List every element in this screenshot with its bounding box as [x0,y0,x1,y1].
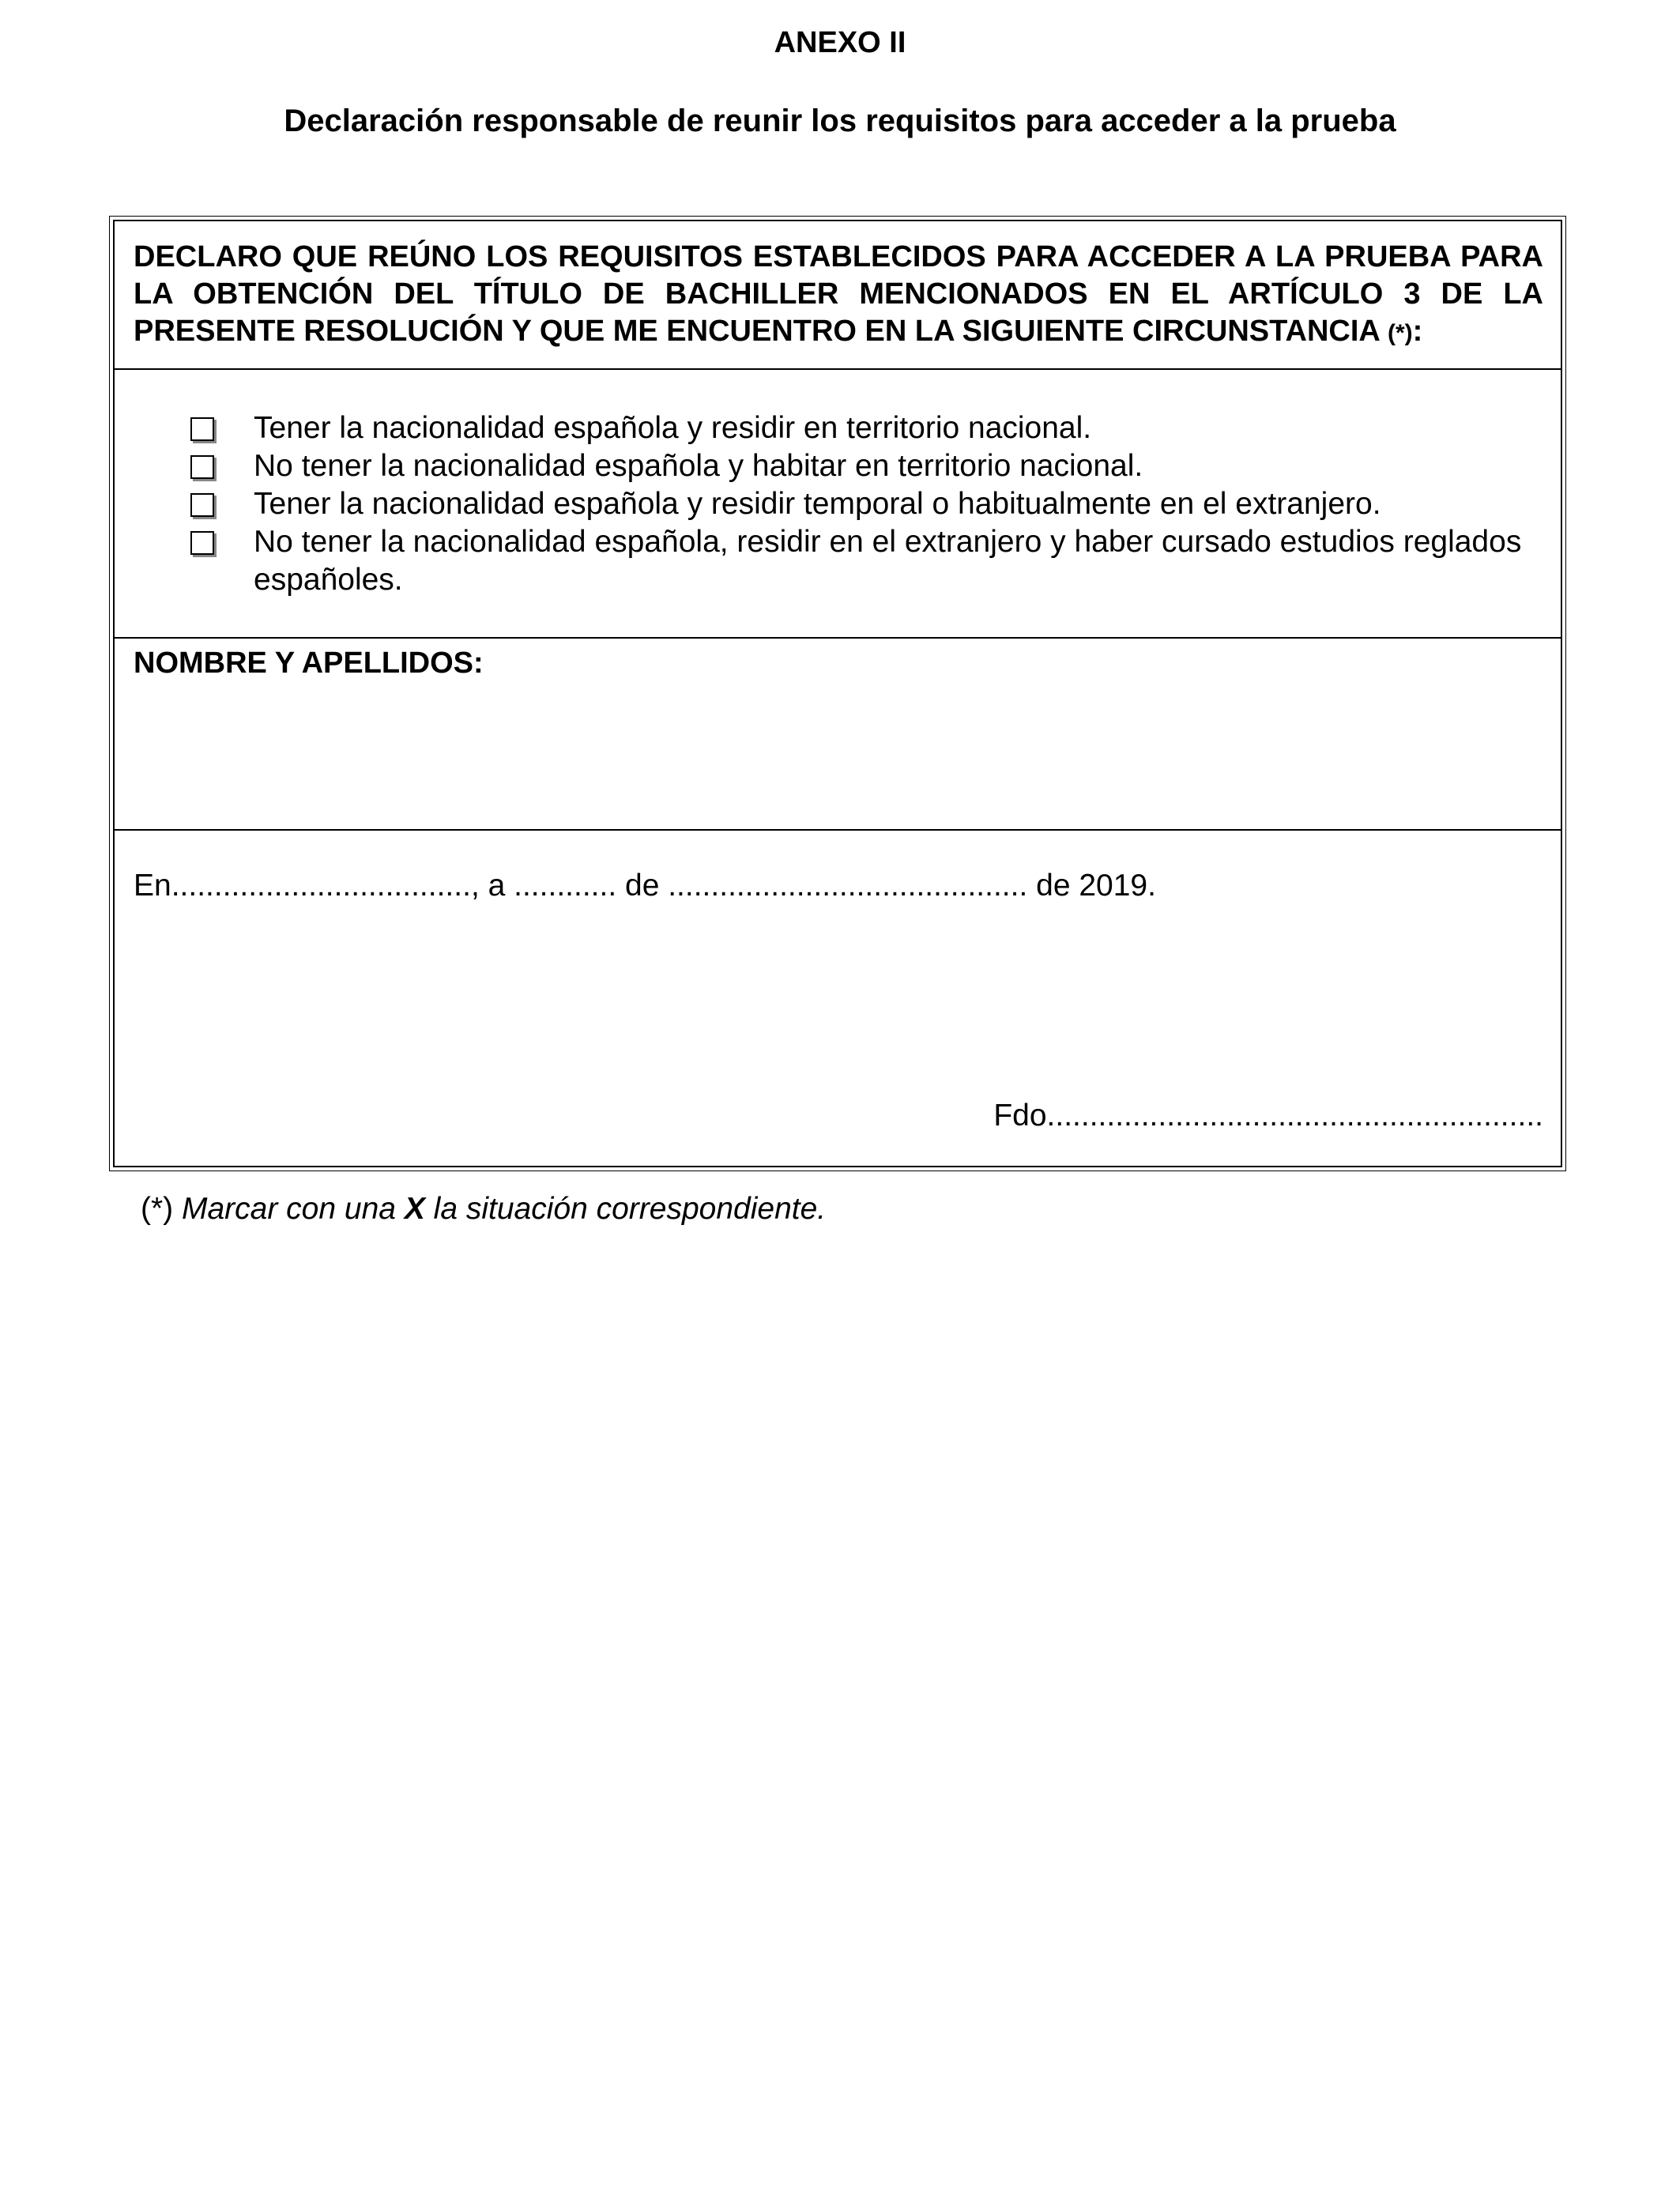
option-item [190,485,1529,523]
footnote-mark: X [404,1192,425,1226]
name-section[interactable] [115,639,1561,831]
footnote [141,1189,826,1230]
option-item [190,523,1529,599]
declaration-form-inner [113,220,1562,1167]
option-item [190,409,1529,447]
option-item [190,447,1529,485]
declaration-colon: : [1412,315,1423,348]
circumstance-options [115,370,1561,639]
footnote-text-before: Marcar con una [182,1192,396,1226]
option-label: Tener la nacionalidad española y residir temporal o habitualmente en el extranjero. [254,487,1381,521]
footnote-text-after: la situación correspondiente. [433,1192,827,1226]
declaration-section [115,221,1561,370]
option-label: No tener la nacionalidad española y habitar en territorio nacional. [254,449,1143,483]
option-label: Tener la nacionalidad española y residir en territorio nacional. [254,411,1092,445]
declaration-statement [134,239,1543,352]
checkbox-icon[interactable] [190,493,214,517]
annex-title: ANEXO II [774,26,906,59]
name-label: NOMBRE Y APELLIDOS: [134,647,484,680]
signature-line[interactable]: Fdo.......................................................... [993,1099,1543,1133]
checkbox-icon[interactable] [190,455,214,479]
checkbox-icon[interactable] [190,417,214,441]
document-title: Declaración responsable de reunir los requisitos para acceder a la prueba [284,104,1396,138]
place-date-line[interactable]: En..................................., a ............ de .......................................... de 2019. [134,869,1156,903]
footnote-marker: (*) [141,1192,174,1226]
declaration-form [109,216,1566,1171]
footnote-reference: (*) [1388,320,1413,346]
declaration-text: DECLARO QUE REÚNO LOS REQUISITOS ESTABLECIDOS PARA ACCEDER A LA PRUEBA PARA LA OBTENCIÓN DEL TÍTULO DE BACHILLER MENCIONADOS EN EL ARTÍCULO 3 DE LA PRESENTE RESOLUCIÓN Y QUE ME ENCUENTRO EN LA SIGUIENTE CIRCUNSTANCIA [134,240,1543,348]
signature-section [115,831,1561,1166]
checkbox-icon[interactable] [190,531,214,555]
option-label: No tener la nacionalidad española, residir en el extranjero y haber cursado estudios reglados españoles. [254,525,1522,597]
